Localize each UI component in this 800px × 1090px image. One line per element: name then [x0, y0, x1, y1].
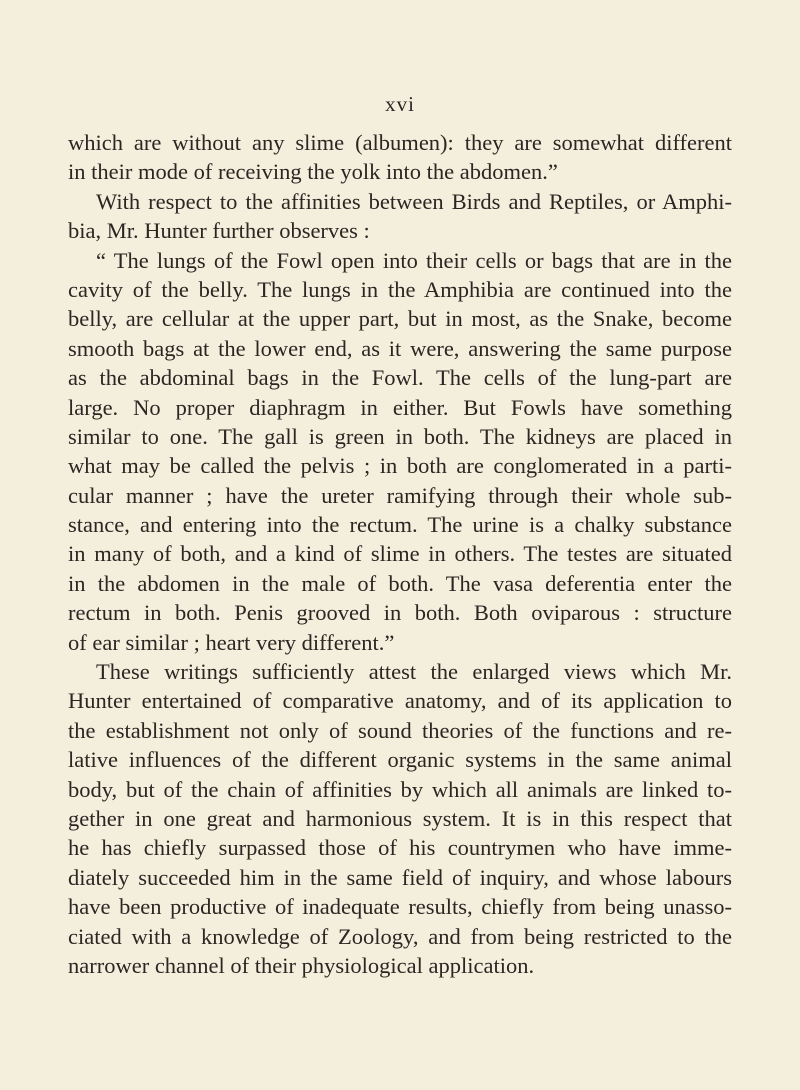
text-line: body, but of the chain of affinities by which all animals are linked to- [68, 776, 732, 802]
quotation-start-line: “ The lungs of the Fowl open into their cells or bags that are in the [96, 247, 732, 273]
text-line: smooth bags at the lower end, as it were, answering the same purpose [68, 335, 732, 361]
text-line: belly, are cellular at the upper part, but in most, as the Snake, become [68, 306, 732, 332]
text-line: ciated with a knowledge of Zoology, and from being restricted to the [68, 923, 732, 949]
text-line: he has chiefly surpassed those of his countrymen who have imme- [68, 835, 732, 861]
text-line: have been productive of inadequate results, chiefly from being unasso- [68, 894, 732, 920]
text-line: of ear similar ; heart very different.” [68, 629, 395, 655]
paragraph-start-line: These writings sufficiently attest the enlarged views which Mr. [96, 659, 732, 685]
text-line: in their mode of receiving the yolk into the abdomen.” [68, 159, 558, 185]
text-line: Hunter entertained of comparative anatomy, and of its application to [68, 688, 732, 714]
text-line: large. No proper diaphragm in either. But Fowls have something [68, 394, 732, 420]
text-line: which are without any slime (albumen): they are somewhat different [68, 130, 732, 155]
text-line: cavity of the belly. The lungs in the Amphibia are continued into the [68, 276, 732, 302]
text-line: rectum in both. Penis grooved in both. Both oviparous : structure [68, 600, 732, 626]
text-line: gether in one great and harmonious system. It is in this respect that [68, 805, 732, 831]
text-line: lative influences of the different organic systems in the same animal [68, 747, 732, 773]
text-line: cular manner ; have the ureter ramifying through their whole sub- [68, 482, 732, 508]
text-line: bia, Mr. Hunter further observes : [68, 218, 370, 244]
text-line: the establishment not only of sound theories of the functions and re- [68, 717, 732, 743]
page-number: xvi [385, 92, 415, 116]
text-line: in the abdomen in the male of both. The vasa deferentia enter the [68, 570, 732, 596]
text-line: as the abdominal bags in the Fowl. The cells of the lung-part are [68, 365, 732, 391]
text-line: narrower channel of their physiological application. [68, 952, 535, 978]
text-line: what may be called the pelvis ; in both are conglomerated in a parti- [68, 453, 732, 479]
text-line: similar to one. The gall is green in both. The kidneys are placed in [68, 423, 732, 449]
text-line: diately succeeded him in the same field of inquiry, and whose labours [68, 864, 732, 890]
paragraph-start-line: With respect to the affinities between Birds and Reptiles, or Amphi- [96, 188, 732, 214]
text-line: stance, and entering into the rectum. The urine is a chalky substance [68, 512, 732, 538]
body-text [68, 128, 732, 980]
text-line: in many of both, and a kind of slime in others. The testes are situated [68, 541, 732, 567]
